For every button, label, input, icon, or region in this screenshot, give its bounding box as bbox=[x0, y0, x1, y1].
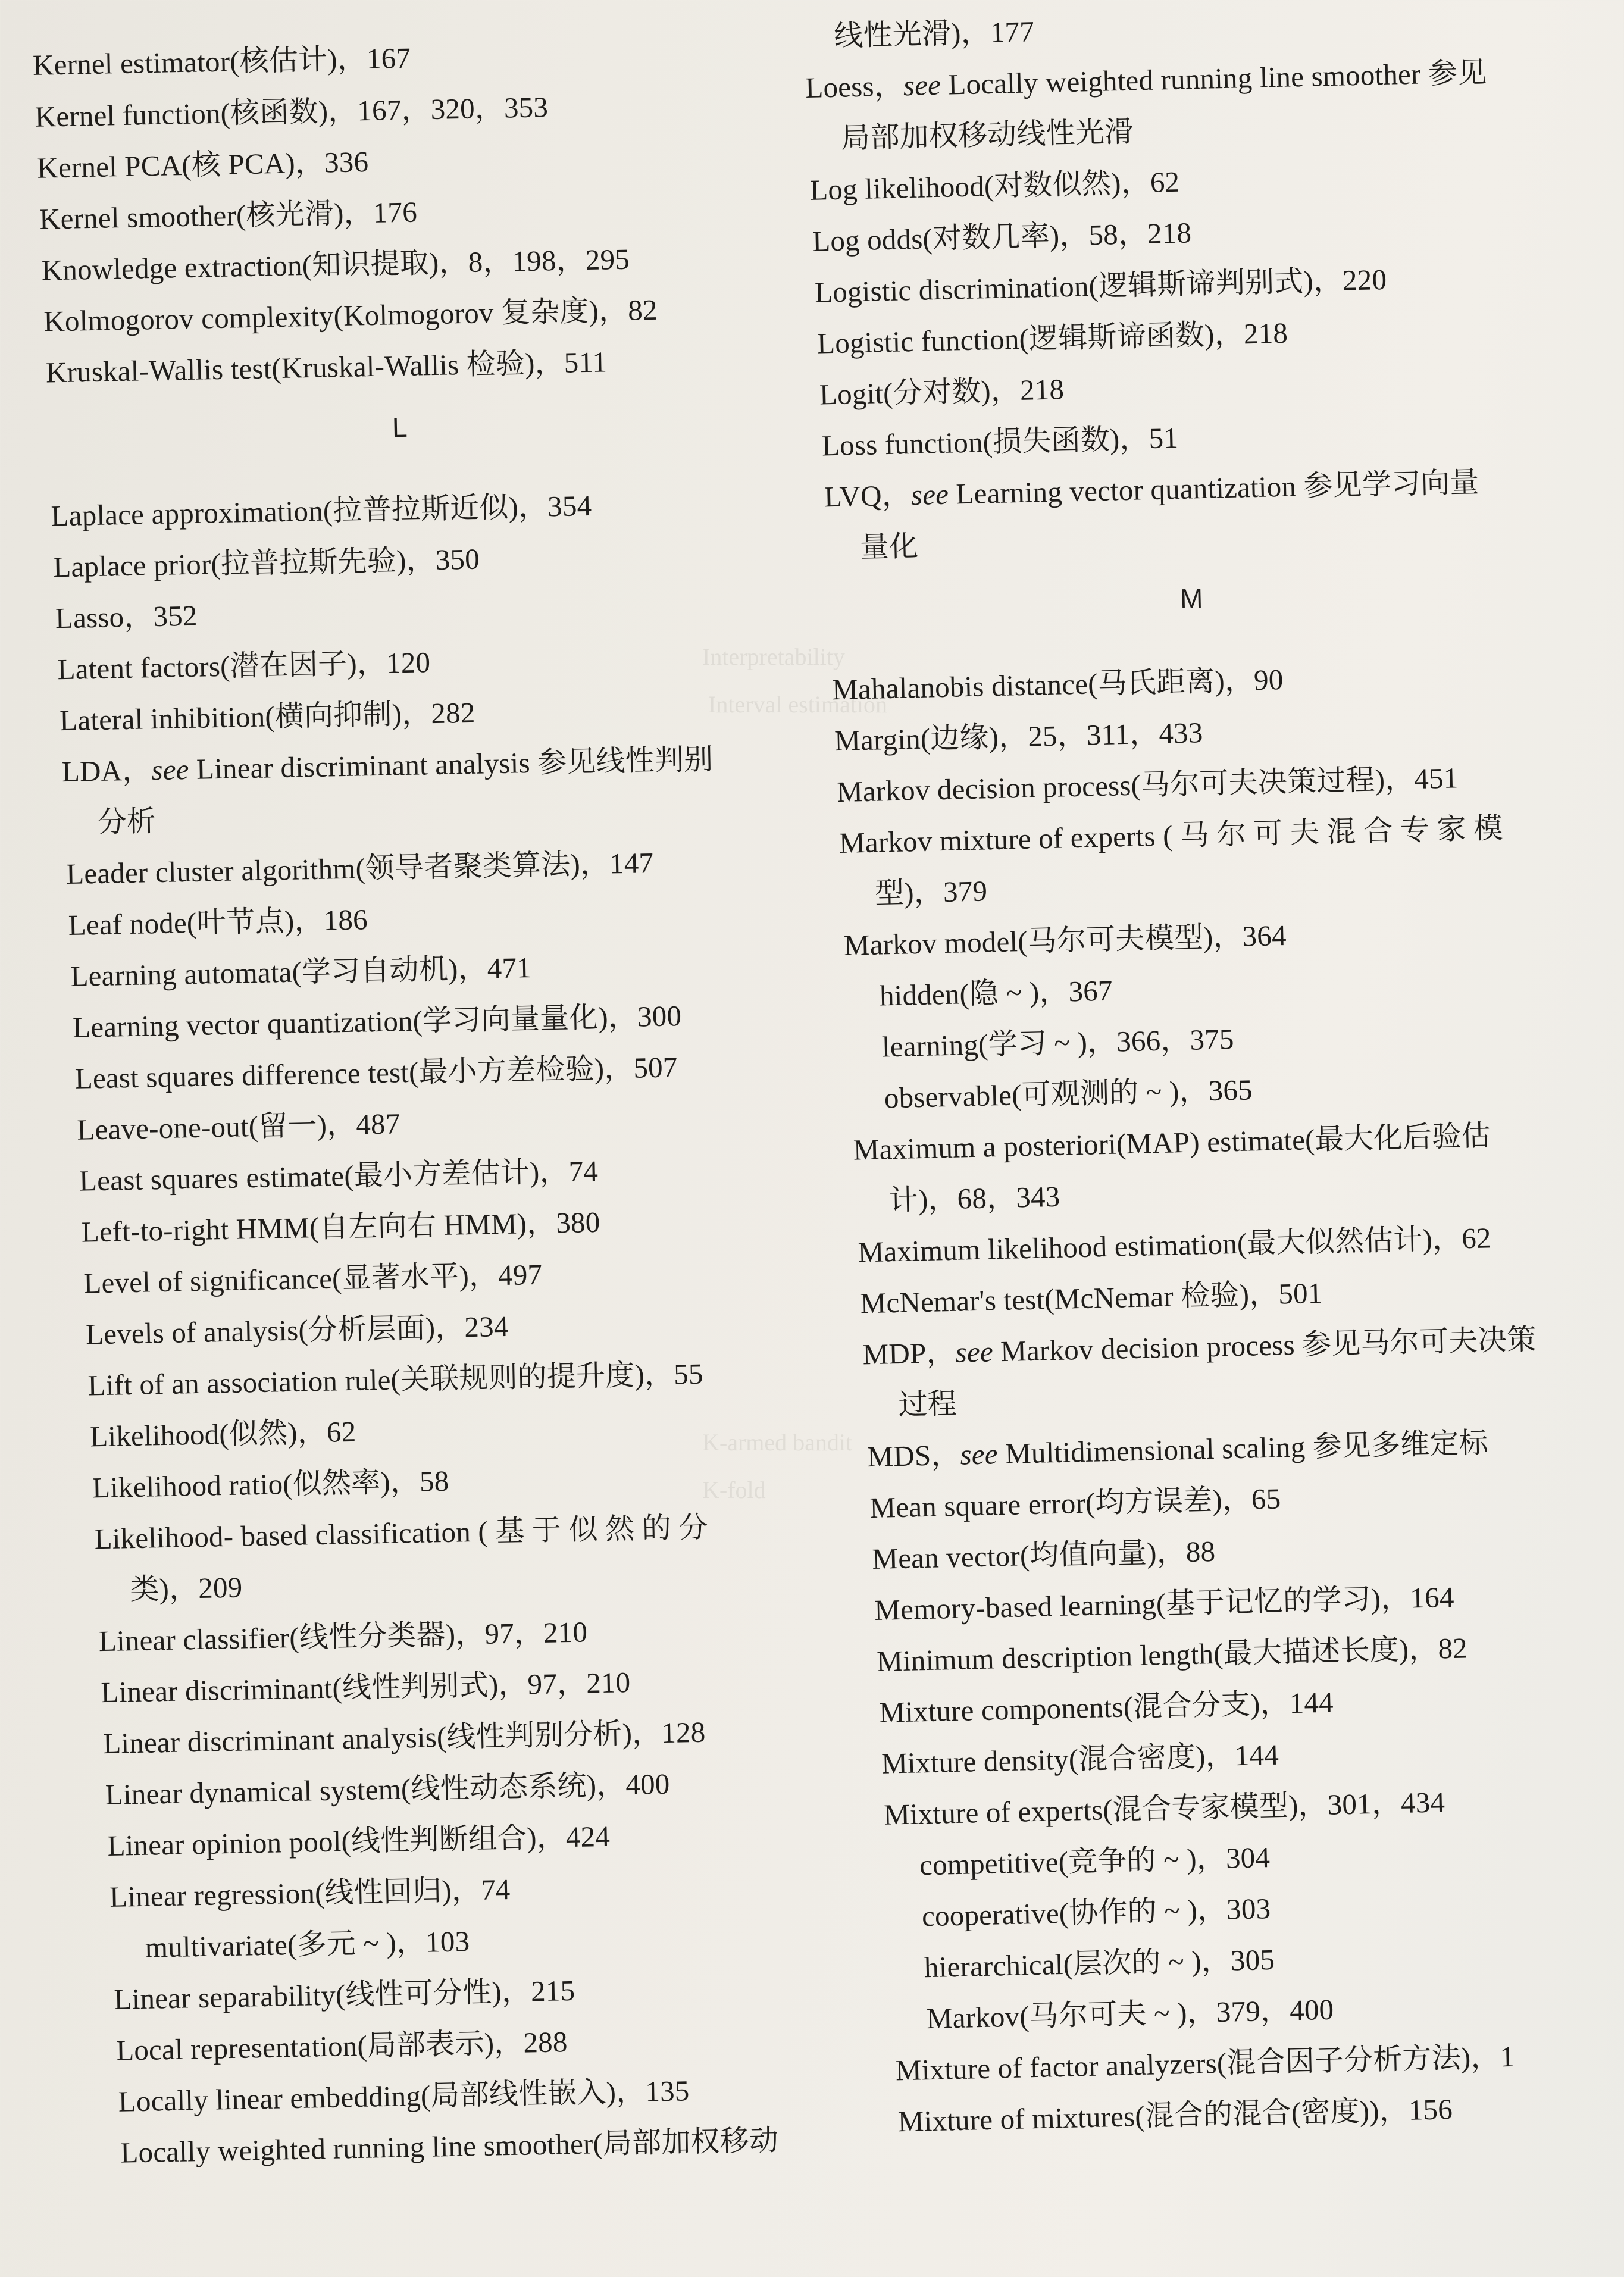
index-entry-continuation: 过程 bbox=[897, 1387, 957, 1421]
index-entry bbox=[862, 1322, 1537, 1373]
index-entry-continuation: 型)，379 bbox=[874, 874, 988, 910]
see-reference: see bbox=[959, 1437, 999, 1471]
index-entry: Linear dynamical system(线性动态系统)，400 bbox=[105, 1767, 670, 1812]
index-entry-continuation: 量化 bbox=[859, 529, 919, 564]
index-entry bbox=[805, 55, 1487, 106]
index-entry: Linear discriminant(线性判别式)，97，210 bbox=[101, 1666, 631, 1709]
index-entry: Markov mixture of experts ( 马 尔 可 夫 混 合 专 家 模 bbox=[838, 811, 1503, 859]
index-entry: Kernel PCA(核 PCA)，336 bbox=[36, 145, 369, 184]
index-entry: Mixture of experts(混合专家模型)，301，434 bbox=[883, 1785, 1445, 1831]
bleed-through-text: Interpretability bbox=[702, 643, 845, 670]
index-entry: Local representation(局部表示)，288 bbox=[115, 2025, 568, 2067]
index-entry: Margin(边缘)，25，311，433 bbox=[834, 716, 1204, 758]
index-entry: Linear discriminant analysis(线性判别分析)，128 bbox=[102, 1715, 706, 1760]
index-entry: Loss function(损失函数)，51 bbox=[821, 421, 1179, 462]
index-entry: Left-to-right HMM(自左向右 HMM)，380 bbox=[81, 1205, 600, 1249]
see-reference: see bbox=[910, 477, 949, 512]
index-entry: Learning vector quantization(学习向量量化)，300 bbox=[72, 999, 682, 1044]
index-subentry: cooperative(协作的 ~ )，303 bbox=[921, 1892, 1271, 1933]
index-entry: Laplace prior(拉普拉斯先验)，350 bbox=[52, 542, 480, 584]
entry-prefix: MDS， bbox=[866, 1438, 961, 1474]
index-subentry: multivariate(多元 ~ )，103 bbox=[145, 1925, 470, 1964]
index-entry: Locally weighted running line smoother(局部加权移动 bbox=[120, 2123, 779, 2169]
entry-prefix: LVQ， bbox=[824, 478, 912, 514]
index-entry: Log odds(对数几率)，58，218 bbox=[812, 216, 1192, 258]
index-entry: Laplace approximation(拉普拉斯近似)，354 bbox=[51, 489, 592, 533]
index-entry: Latent factors(潜在因子)，120 bbox=[57, 646, 431, 686]
index-entry: Lift of an association rule(关联规则的提升度)，55 bbox=[87, 1357, 704, 1402]
index-entry: Likelihood ratio(似然率)，58 bbox=[92, 1464, 449, 1505]
index-entry-continuation: 分析 bbox=[97, 805, 157, 839]
index-entry: Likelihood- based classification ( 基 于 似 然 的 分 bbox=[94, 1510, 709, 1556]
entry-rest: Locally weighted running line smoother 参见 bbox=[940, 55, 1487, 101]
index-entry: Kernel estimator(核估计)，167 bbox=[32, 41, 411, 82]
index-entry: Mixture of factor analyzers(混合因子分析方法)，1 bbox=[895, 2040, 1515, 2087]
index-entry: Maximum likelihood estimation(最大似然估计)，62 bbox=[858, 1221, 1492, 1269]
entry-prefix: Loess， bbox=[805, 69, 904, 104]
index-entry: Leaf node(叶节点)，186 bbox=[68, 903, 368, 942]
bleed-through-text: Interval estimation bbox=[708, 691, 888, 718]
index-entry: Leader cluster algorithm(领导者聚类算法)，147 bbox=[65, 846, 654, 890]
index-subentry: hierarchical(层次的 ~ )，305 bbox=[924, 1943, 1275, 1984]
index-entry: Kernel function(核函数)，167，320，353 bbox=[35, 90, 549, 133]
index-entry: Lasso，352 bbox=[55, 599, 198, 635]
index-entry: Logistic discrimination(逻辑斯谛判别式)，220 bbox=[814, 262, 1387, 309]
index-entry: Linear opinion pool(线性判断组合)，424 bbox=[107, 1819, 611, 1862]
index-subentry: observable(可观测的 ~ )，365 bbox=[884, 1073, 1253, 1115]
index-entry: Kruskal-Wallis test(Kruskal-Wallis 检验)，511 bbox=[45, 345, 608, 389]
index-entry: Locally linear embedding(局部线性嵌入)，135 bbox=[118, 2074, 690, 2118]
index-entry: Likelihood(似然)，62 bbox=[89, 1415, 356, 1453]
entry-rest: Markov decision process 参见马尔可夫决策 bbox=[993, 1322, 1537, 1368]
index-entry-continuation: 计)，68，343 bbox=[888, 1180, 1060, 1217]
section-letter-l: L bbox=[392, 411, 408, 443]
index-subentry: hidden(隐 ~ )，367 bbox=[879, 974, 1113, 1012]
index-subentry: competitive(竞争的 ~ )，304 bbox=[919, 1841, 1271, 1882]
index-entry: Kolmogorov complexity(Kolmogorov 复杂度)，82 bbox=[43, 293, 658, 338]
index-entry: Mixture density(混合密度)，144 bbox=[881, 1738, 1279, 1780]
index-entry: Maximum a posteriori(MAP) estimate(最大化后验估 bbox=[853, 1119, 1491, 1166]
entry-rest: Multidimensional scaling 参见多维定标 bbox=[997, 1426, 1489, 1471]
index-entry: Mean vector(均值向量)，88 bbox=[871, 1534, 1216, 1576]
index-entry: Logit(分对数)，218 bbox=[819, 373, 1065, 411]
see-reference: see bbox=[151, 753, 190, 787]
index-entry: Log likelihood(对数似然)，62 bbox=[809, 165, 1180, 207]
index-entry: Linear classifier(线性分类器)，97，210 bbox=[98, 1615, 588, 1658]
entry-prefix: MDP， bbox=[862, 1335, 956, 1371]
section-letter-m: M bbox=[1179, 583, 1203, 614]
entry-prefix: LDA， bbox=[61, 753, 152, 789]
index-entry bbox=[61, 742, 714, 790]
index-entry: Least squares difference test(最小方差检验)，507 bbox=[74, 1050, 678, 1095]
entry-rest: Learning vector quantization 参见学习向量 bbox=[948, 465, 1480, 511]
index-entry-continuation: 线性光滑)，177 bbox=[833, 15, 1035, 52]
index-entry: McNemar's test(McNemar 检验)，501 bbox=[860, 1276, 1323, 1320]
entry-rest: Linear discriminant analysis 参见线性判别 bbox=[189, 743, 714, 786]
index-entry: Linear separability(线性可分性)，215 bbox=[113, 1973, 575, 2016]
index-entry-continuation: 局部加权移动线性光滑 bbox=[840, 115, 1134, 155]
index-entry: Logistic function(逻辑斯谛函数)，218 bbox=[816, 316, 1288, 360]
bleed-through-text: K-armed bandit bbox=[702, 1429, 853, 1456]
index-entry: Learning automata(学习自动机)，471 bbox=[70, 951, 532, 993]
index-entry: Markov decision process(马尔可夫决策过程)，451 bbox=[836, 761, 1459, 809]
index-entry: Markov model(马尔可夫模型)，364 bbox=[843, 918, 1287, 962]
index-entry bbox=[824, 464, 1479, 515]
index-entry bbox=[867, 1425, 1489, 1475]
index-subentry: Markov(马尔可夫 ~ )，379，400 bbox=[926, 1993, 1334, 2035]
index-entry: Lateral inhibition(横向抑制)，282 bbox=[59, 696, 475, 737]
index-entry: Minimum description length(最大描述长度)，82 bbox=[876, 1631, 1468, 1678]
index-entry: Leave-one-out(留一)，487 bbox=[76, 1107, 400, 1146]
see-reference: see bbox=[955, 1335, 994, 1369]
index-entry: Mixture of mixtures(混合的混合(密度))，156 bbox=[897, 2093, 1453, 2138]
index-entry: Level of significance(显著水平)，497 bbox=[83, 1258, 543, 1300]
bleed-through-text: K-fold bbox=[702, 1477, 766, 1503]
index-entry: Knowledge extraction(知识提取)，8，198，295 bbox=[41, 242, 630, 287]
index-entry: Mean square error(均方误差)，65 bbox=[869, 1482, 1281, 1525]
index-entry: Memory-based learning(基于记忆的学习)，164 bbox=[874, 1580, 1455, 1627]
index-entry: Least squares estimate(最小方差估计)，74 bbox=[79, 1154, 599, 1197]
index-entry-continuation: 类)，209 bbox=[129, 1571, 243, 1606]
index-entry: Levels of analysis(分析层面)，234 bbox=[85, 1309, 509, 1351]
see-reference: see bbox=[903, 68, 941, 102]
index-entry: Mahalanobis distance(马氏距离)，90 bbox=[831, 663, 1284, 706]
index-entry: Mixture components(混合分支)，144 bbox=[878, 1685, 1334, 1729]
index-entry: Kernel smoother(核光滑)，176 bbox=[39, 195, 418, 236]
index-subentry: learning(学习 ~ )，366，375 bbox=[881, 1022, 1235, 1064]
index-entry: Linear regression(线性回归)，74 bbox=[109, 1872, 511, 1913]
